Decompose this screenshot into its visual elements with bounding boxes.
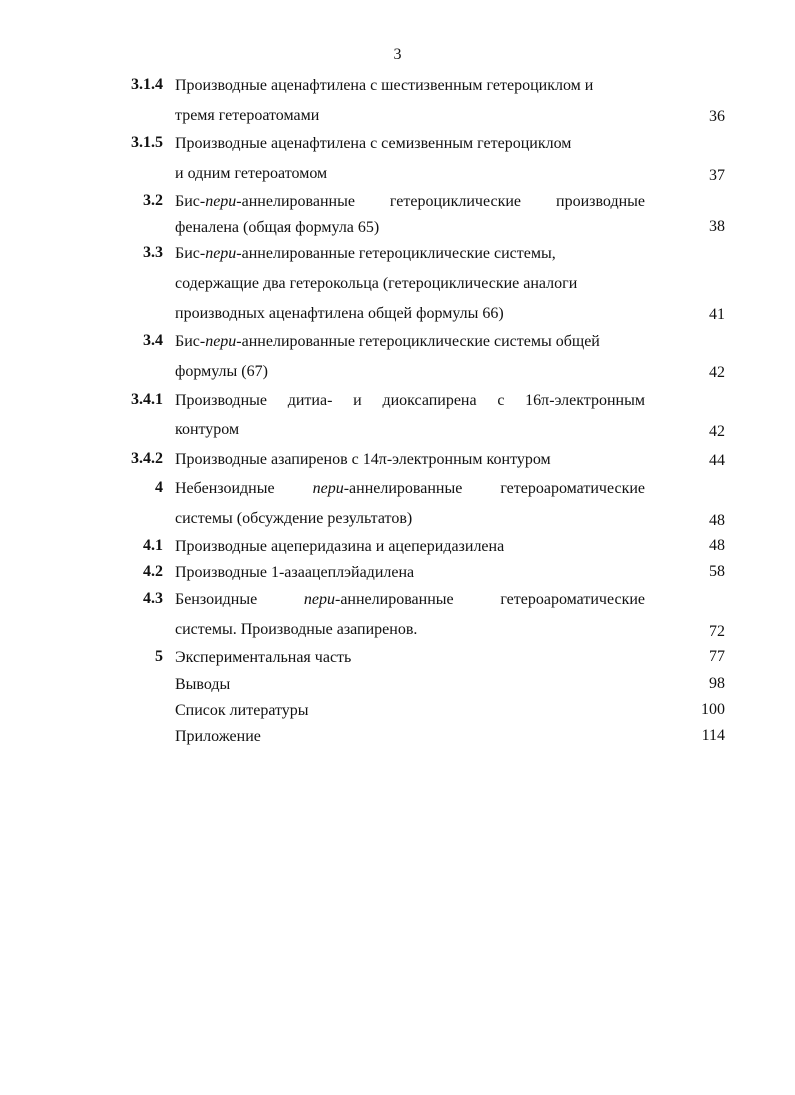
entry-title-line: производных аценафтилена общей формулы 66) bbox=[175, 305, 504, 322]
page-ref: 114 bbox=[701, 727, 725, 744]
entry-title-line bbox=[175, 590, 645, 610]
title-italic: пери bbox=[205, 333, 237, 350]
page-ref: 44 bbox=[709, 452, 725, 469]
entry-title-line bbox=[175, 479, 645, 499]
title-start: Небензоидные bbox=[175, 480, 275, 497]
title-prefix: Бис- bbox=[175, 193, 206, 210]
section-number: 4 bbox=[155, 479, 163, 496]
page-ref: 37 bbox=[709, 167, 725, 184]
entry-title-line: системы. Производные азапиренов. bbox=[175, 621, 418, 638]
entry-title-line bbox=[175, 332, 645, 352]
entry-title-line: Экспериментальная часть bbox=[175, 649, 352, 666]
page-ref: 98 bbox=[709, 675, 725, 692]
entry-title-line: контуром bbox=[175, 421, 240, 438]
section-number: 3.4.1 bbox=[131, 391, 163, 408]
section-number: 3.2 bbox=[143, 192, 163, 209]
page-ref: 38 bbox=[709, 218, 725, 235]
title-rest: -аннелированные гетероароматические bbox=[335, 591, 645, 608]
entry-title-line bbox=[175, 244, 645, 264]
section-number: 3.1.4 bbox=[131, 76, 163, 93]
title-italic: пери bbox=[303, 591, 335, 608]
entry-title-line: Производные аценафтилена с шестизвенным гетероциклом и bbox=[175, 77, 594, 94]
title-italic: пери bbox=[312, 480, 344, 497]
section-number: 4.3 bbox=[143, 590, 163, 607]
entry-title-line: Выводы bbox=[175, 676, 231, 693]
page-ref: 36 bbox=[709, 108, 725, 125]
page-ref: 41 bbox=[709, 306, 725, 323]
entry-title-line: Производные дитиа- и диоксапирена с 16π-электронным bbox=[175, 392, 645, 409]
section-number: 4.2 bbox=[143, 563, 163, 580]
entry-title-line: системы (обсуждение результатов) bbox=[175, 510, 413, 527]
entry-title-line: Производные 1-азаацеплэйадилена bbox=[175, 564, 415, 581]
page-ref: 58 bbox=[709, 563, 725, 580]
section-number: 4.1 bbox=[143, 537, 163, 554]
entry-title-line: содержащие два гетерокольца (гетероциклические аналоги bbox=[175, 275, 578, 292]
entry-title-line: формулы (67) bbox=[175, 363, 268, 380]
page-ref: 42 bbox=[709, 423, 725, 440]
section-number: 3.4 bbox=[143, 332, 163, 349]
title-italic: пери bbox=[205, 245, 237, 262]
page-ref: 48 bbox=[709, 537, 725, 554]
entry-title-line: Приложение bbox=[175, 728, 261, 745]
section-number: 3.4.2 bbox=[131, 450, 163, 467]
entry-title-line: тремя гетероатомами bbox=[175, 107, 320, 124]
entry-title-line: Производные аценафтилена с семизвенным гетероциклом bbox=[175, 135, 572, 152]
page-ref: 42 bbox=[709, 364, 725, 381]
page-ref: 72 bbox=[709, 623, 725, 640]
title-rest: -аннелированные гетероциклические системы, bbox=[236, 245, 556, 262]
entry-title-line bbox=[175, 192, 645, 212]
entry-title-line: Список литературы bbox=[175, 702, 309, 719]
page-ref: 100 bbox=[701, 701, 725, 718]
section-number: 3.1.5 bbox=[131, 134, 163, 151]
title-rest: -аннелированные гетероциклические производные bbox=[236, 193, 645, 210]
title-start: Бензоидные bbox=[175, 591, 258, 608]
page-number: 3 bbox=[393, 46, 402, 63]
entry-title-line: Производные азапиренов с 14π-электронным контуром bbox=[175, 451, 551, 468]
entry-title-line: феналена (общая формула 65) bbox=[175, 219, 380, 236]
entry-title-line: Производные ацеперидазина и ацеперидазилена bbox=[175, 538, 505, 555]
title-prefix: Бис- bbox=[175, 333, 206, 350]
section-number: 3.3 bbox=[143, 244, 163, 261]
page-ref: 77 bbox=[709, 648, 725, 665]
section-number: 5 bbox=[155, 648, 163, 665]
title-italic: пери bbox=[205, 193, 237, 210]
title-rest: -аннелированные гетероароматические bbox=[343, 480, 646, 497]
page-ref: 48 bbox=[709, 512, 725, 529]
entry-title-line: и одним гетероатомом bbox=[175, 165, 328, 182]
title-rest: -аннелированные гетероциклические системы общей bbox=[236, 333, 600, 350]
title-prefix: Бис- bbox=[175, 245, 206, 262]
